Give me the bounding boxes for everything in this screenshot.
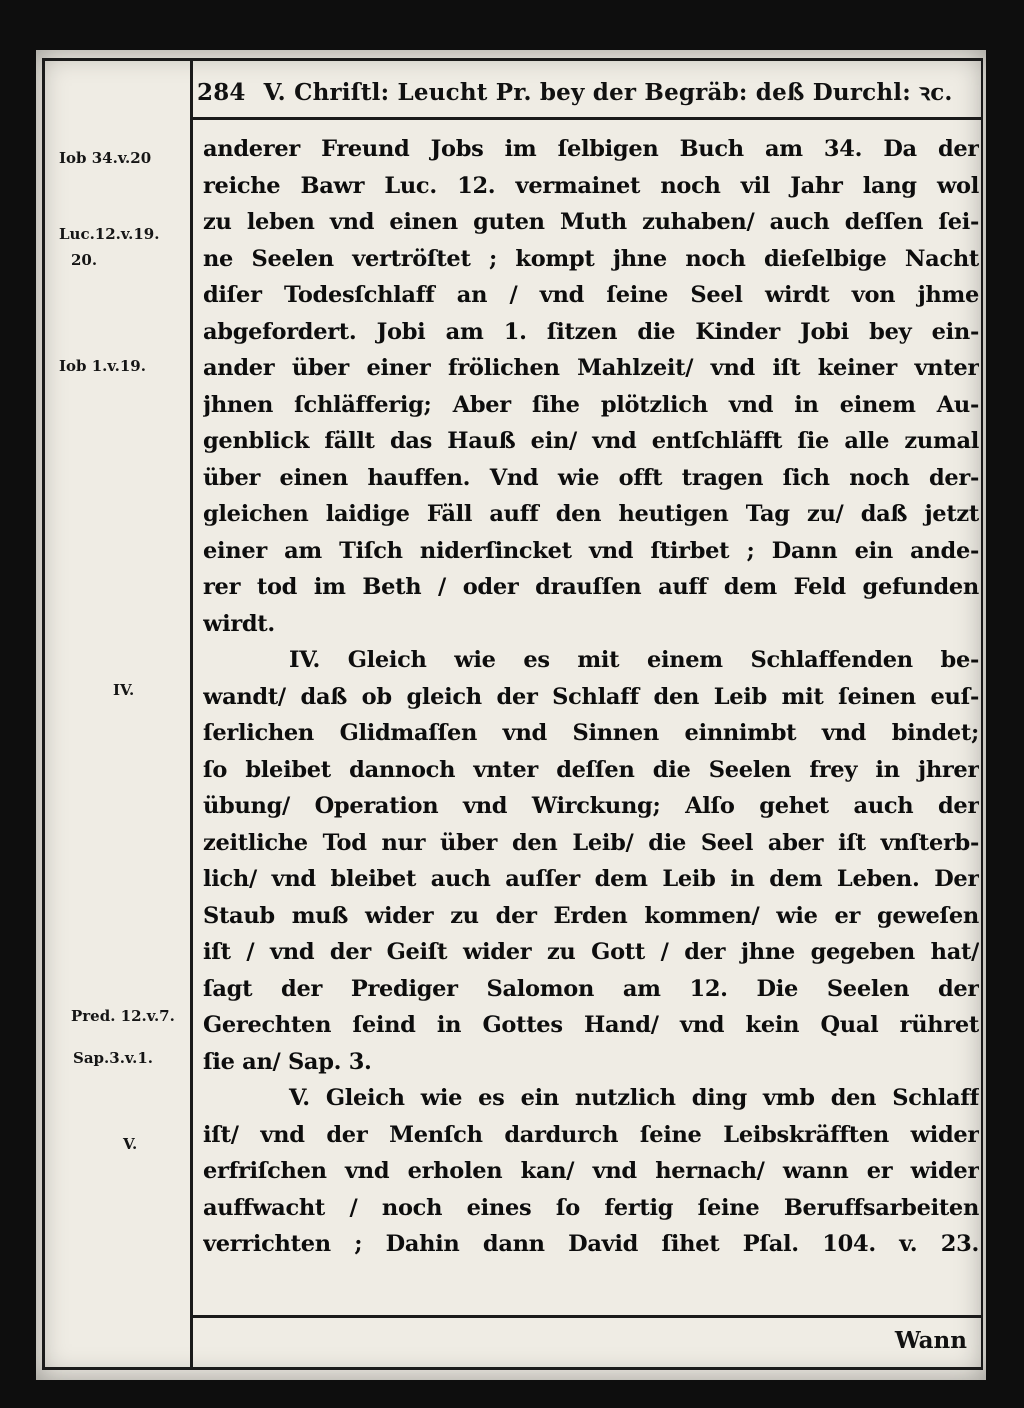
page-number: 284	[197, 79, 246, 106]
footer-rule	[193, 1315, 981, 1318]
text-line: übung/ Operation vnd Wirckung; Alſo gehet auch der	[203, 793, 979, 819]
text-line: diſer Todesſchlaff an / vnd ſeine Seel wirdt von jhme	[203, 282, 979, 308]
text-line: gleichen laidige Fäll auff den heutigen Tag zu/ daß jetzt	[203, 501, 979, 527]
margin-note: Iob 1.v.19.	[59, 357, 146, 375]
page-frame	[42, 58, 983, 1370]
text-line: jhnen ſchläfferig; Aber ſihe plötzlich vnd in einem Au-	[203, 391, 979, 418]
text-line: zeitliche Tod nur über den Leib/ die Seel aber iſt vnſterb-	[203, 829, 979, 856]
margin-note: Luc.12.v.19.	[59, 225, 160, 243]
text-line: IV. Gleich wie es mit einem Schlaffenden be-	[289, 647, 979, 673]
text-line: ſerlichen Glidmaſſen vnd Sinnen einnimbt vnd bindet;	[203, 720, 979, 746]
text-line: reiche Bawr Luc. 12. vermainet noch vil Jahr lang wol	[203, 172, 979, 199]
text-line: auffwacht / noch eines ſo fertig ſeine Beruffsarbeiten	[203, 1194, 979, 1221]
text-line: V. Gleich wie es ein nutzlich ding vmb den Schlaff	[289, 1085, 979, 1111]
text-line: anderer Freund Jobs im ſelbigen Buch am 34. Da der	[203, 136, 979, 162]
text-line: ne Seelen vertröſtet ; kompt jhne noch dieſelbige Nacht	[203, 245, 979, 272]
text-line: einer am Tiſch niderſincket vnd ſtirbet ; Dann ein ande-	[203, 537, 979, 564]
text-line: ander über einer frölichen Mahlzeit/ vnd iſt keiner vnter	[203, 355, 979, 381]
header-rule	[193, 117, 981, 120]
text-line: lich/ vnd bleibet auch auſſer dem Leib in dem Leben. Der	[203, 866, 979, 892]
running-title: V. Chriſtl: Leucht Pr. bey der Begräb: deß Durchl: ꝛc.	[263, 79, 953, 106]
text-line: abgefordert. Jobi am 1. ſitzen die Kinder Jobi bey ein-	[203, 318, 979, 345]
text-line: ſo bleibet dannoch vnter deſſen die Seelen frey in jhrer	[203, 756, 979, 783]
margin-note: V.	[123, 1135, 138, 1153]
text-line: verrichten ; Dahin dann David ſihet Pſal. 104. v. 23.	[203, 1231, 979, 1257]
margin-note: Sap.3.v.1.	[73, 1049, 154, 1067]
text-line: iſt/ vnd der Menſch dardurch ſeine Leibskräfften wider	[203, 1121, 979, 1148]
body-text	[203, 131, 979, 1263]
margin-note: Pred. 12.v.7.	[71, 1007, 175, 1025]
book-page	[36, 50, 986, 1380]
text-line: genblick fällt das Hauß ein/ vnd entſchläfft ſie alle zumal	[203, 428, 979, 454]
text-line: erfriſchen vnd erholen kan/ vnd hernach/ wann er wider	[203, 1158, 979, 1184]
text-line: zu leben vnd einen guten Muth zuhaben/ auch deſſen ſei-	[203, 209, 979, 235]
running-header	[197, 75, 971, 115]
text-line: iſt / vnd der Geiſt wider zu Gott / der jhne gegeben hat/	[203, 939, 979, 965]
text-line: wandt/ daß ob gleich der Schlaff den Leib mit ſeinen euſ-	[203, 683, 979, 710]
catchword: Wann	[894, 1327, 967, 1354]
margin-note: 20.	[71, 251, 98, 269]
text-line: ſie an/ Sap. 3.	[203, 1048, 372, 1075]
text-line: über einen hauffen. Vnd wie offt tragen ſich noch der-	[203, 464, 979, 491]
text-line: Gerechten ſeind in Gottes Hand/ vnd kein Qual rühret	[203, 1012, 979, 1038]
margin-note: IV.	[113, 681, 135, 699]
text-line: Staub muß wider zu der Erden kommen/ wie er geweſen	[203, 902, 979, 929]
margin-note: Iob 34.v.20	[59, 149, 152, 167]
text-line: wirdt.	[203, 610, 275, 637]
text-line: ſagt der Prediger Salomon am 12. Die Seelen der	[203, 975, 979, 1002]
text-line: rer tod im Beth / oder drauſſen auff dem Feld gefunden	[203, 574, 979, 600]
